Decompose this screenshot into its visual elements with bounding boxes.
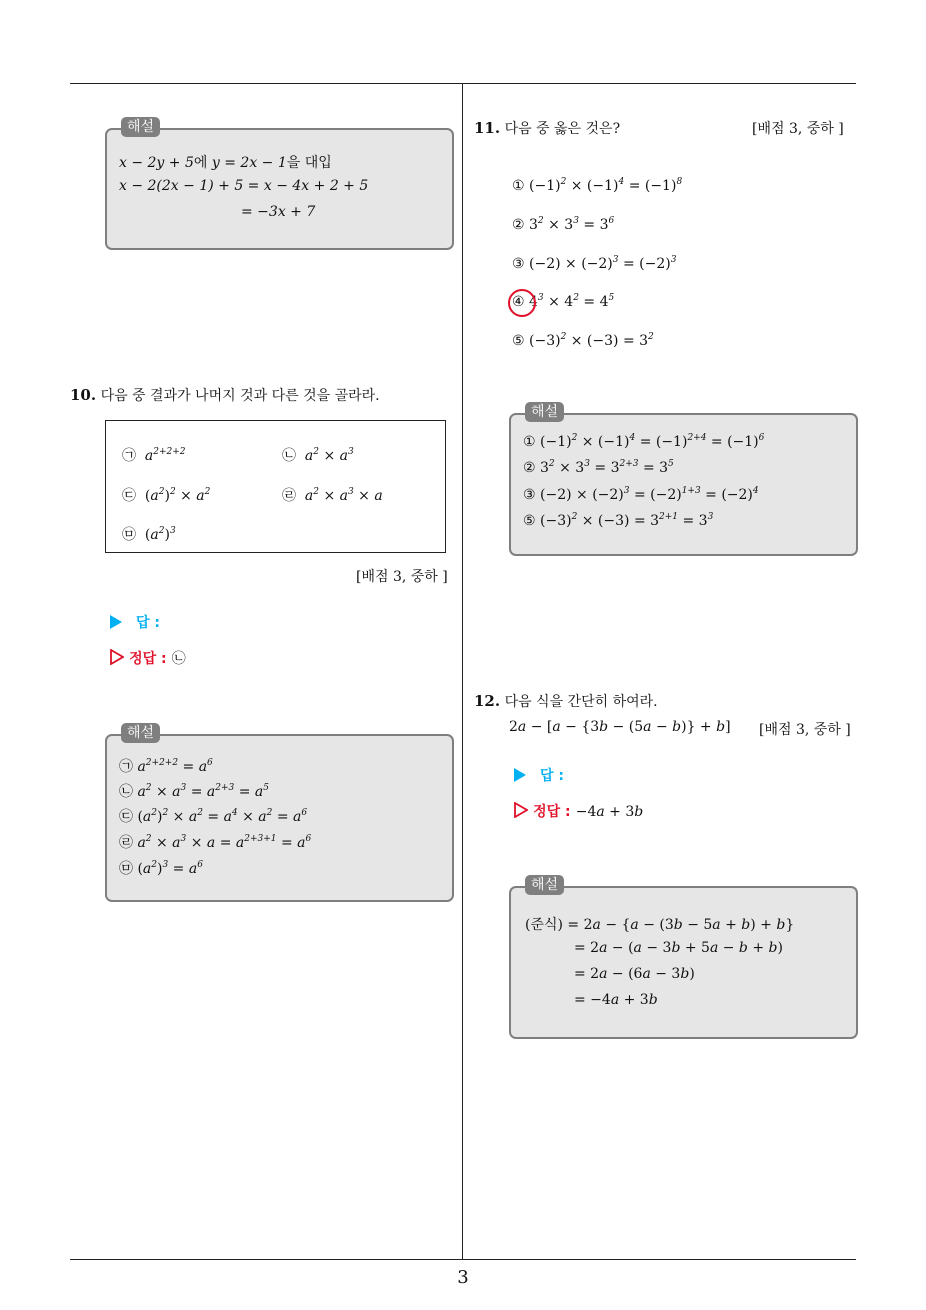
option-2[interactable]: ② $3^2 \times 3^3 = 3^6$ — [512, 216, 615, 233]
solution-10-line-2: ㉡ $a^2 \times a^3 = a^{2+3} = a^5$ — [119, 783, 269, 800]
solution-tag: 해설 — [121, 723, 160, 743]
correct-label: 정답 : — [129, 651, 167, 667]
solution-11-line-2: ② $3^2 \times 3^3 = 3^{2+3} = 3^5$ — [523, 459, 674, 476]
solution-12-line-2: = 2a − (a − 3b + 5a − b + b) — [574, 940, 783, 956]
page-number: 3 — [457, 1267, 469, 1288]
solution-12-line-3: = 2a − (6a − 3b) — [574, 966, 695, 982]
solution-box-10 — [105, 725, 454, 902]
solution-12-line-1: (준식) = 2a − {a − (3b − 5a + b) + b} — [525, 917, 795, 933]
solution-9-line-2: x − 2(2x − 1) + 5 = x − 4x + 2 + 5 — [119, 178, 369, 194]
choice-b[interactable]: ㉡ $a^2 \times a^3$ — [282, 447, 354, 464]
solution-10-line-3: ㉢ $(a^2)^2 \times a^2 = a^4 \times a^2 = a^6$ — [119, 808, 308, 825]
choice-box-10 — [105, 420, 446, 553]
correct-row-12 — [514, 801, 643, 821]
selected-answer-circle — [508, 289, 536, 317]
column-divider — [462, 83, 463, 1259]
solution-11-line-4: ⑤ $(-3)^2 \times (-3) = 3^{2+1} = 3^3$ — [523, 512, 714, 529]
triangle-outline-icon — [514, 802, 528, 818]
solution-tag: 해설 — [525, 402, 564, 422]
correct-label: 정답 : — [533, 804, 571, 820]
triangle-filled-icon — [110, 615, 122, 629]
choice-e[interactable]: ㉤ $(a^2)^3$ — [122, 526, 176, 543]
solution-box-12 — [509, 877, 858, 1039]
question-number: 12. — [474, 692, 501, 710]
choice-a[interactable]: ㉠ $a^{2+2+2}$ — [122, 447, 186, 464]
solution-11-line-3: ③ $(-2) \times (-2)^3 = (-2)^{1+3} = (-2)^4$ — [523, 486, 759, 503]
question-text: 다음 중 결과가 나머지 것과 다른 것을 골라라. — [100, 388, 380, 404]
question-number: 11. — [474, 119, 501, 137]
solution-box-9 — [105, 119, 454, 250]
bottom-rule — [70, 1259, 856, 1260]
triangle-outline-icon — [110, 649, 124, 665]
question-text: 다음 식을 간단히 하여라. — [504, 694, 658, 710]
score-10: [배점 3, 중하 ] — [356, 569, 448, 585]
correct-value: −4a + 3b — [575, 804, 644, 820]
answer-row-10 — [110, 612, 160, 632]
question-11 — [474, 118, 620, 138]
correct-row-10 — [110, 648, 186, 668]
correct-value: ㉡ — [171, 651, 186, 667]
answer-label[interactable]: 답 : — [136, 615, 160, 631]
solution-9-line-1: x − 2y + 5에 y = 2x − 1을 대입 — [119, 155, 332, 171]
score-11: [배점 3, 중하 ] — [752, 121, 844, 137]
question-text: 다음 중 옳은 것은? — [504, 121, 621, 137]
solution-11-line-1: ① $(-1)^2 \times (-1)^4 = (-1)^{2+4} = (-1)^6$ — [523, 433, 765, 450]
answer-row-12 — [514, 765, 564, 785]
question-12-expression: 2a − [a − {3b − (5a − b)} + b] — [509, 719, 731, 735]
option-3[interactable]: ③ $(-2) \times (-2)^3 = (-2)^3$ — [512, 255, 677, 272]
option-4[interactable]: ④ $4^3 \times 4^2 = 4^5$ — [512, 293, 615, 310]
top-rule — [70, 83, 856, 84]
solution-10-line-1: ㉠ $a^{2+2+2} = a^6$ — [119, 758, 213, 775]
score-12: [배점 3, 중하 ] — [759, 722, 851, 738]
solution-10-line-4: ㉣ $a^2 \times a^3 \times a = a^{2+3+1} = a^6$ — [119, 834, 312, 851]
solution-10-line-5: ㉤ $(a^2)^3 = a^6$ — [119, 860, 203, 877]
question-10 — [70, 385, 380, 405]
solution-12-line-4: = −4a + 3b — [574, 992, 658, 1008]
solution-tag: 해설 — [121, 117, 160, 137]
solution-tag: 해설 — [525, 875, 564, 895]
triangle-filled-icon — [514, 768, 526, 782]
question-number: 10. — [70, 386, 97, 404]
solution-9-line-3: = −3x + 7 — [241, 204, 316, 220]
choice-d[interactable]: ㉣ $a^2 \times a^3 \times a$ — [282, 487, 383, 504]
question-12 — [474, 691, 658, 711]
answer-label[interactable]: 답 : — [540, 768, 564, 784]
option-5[interactable]: ⑤ $(-3)^2 \times (-3) = 3^2$ — [512, 332, 654, 349]
option-1[interactable]: ① $(-1)^2 \times (-1)^4 = (-1)^8$ — [512, 177, 683, 194]
choice-c[interactable]: ㉢ $(a^2)^2 \times a^2$ — [122, 487, 211, 504]
solution-box-11 — [509, 404, 858, 556]
